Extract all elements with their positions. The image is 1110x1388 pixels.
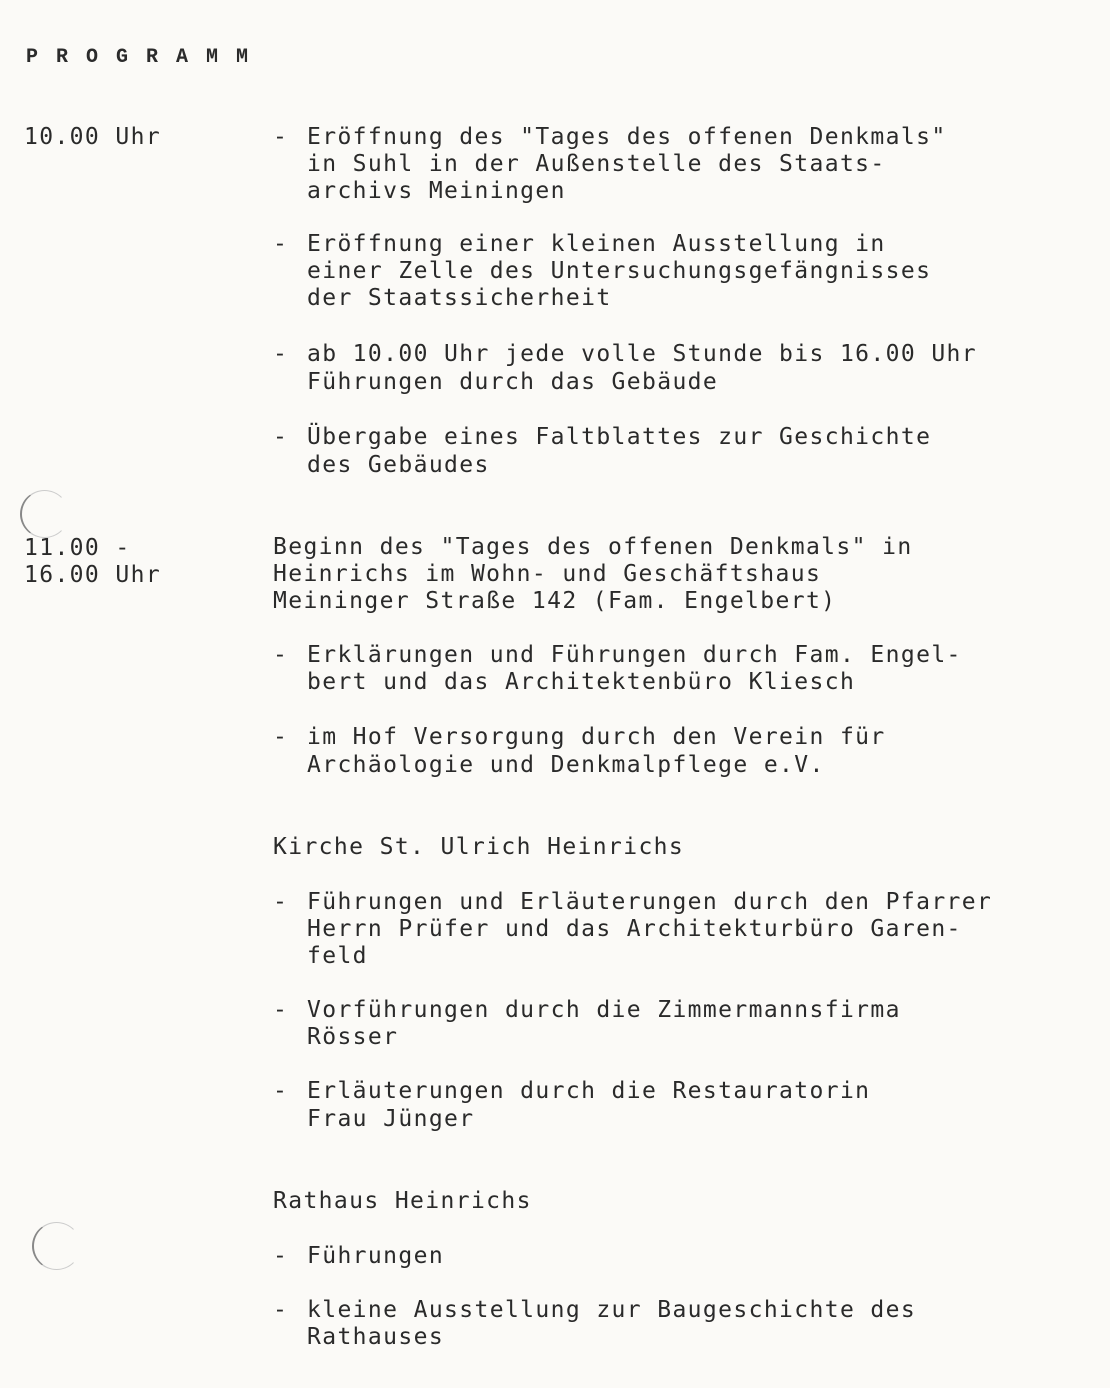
bullet-dash: -	[273, 1078, 289, 1104]
program-item-line: des Gebäudes	[307, 452, 490, 478]
program-item-line: Archäologie und Denkmalpflege e.V.	[307, 752, 825, 778]
program-item-line: im Hof Versorgung durch den Verein für	[307, 724, 886, 750]
program-item-line: ab 10.00 Uhr jede volle Stunde bis 16.00 Uhr	[307, 341, 977, 367]
punch-hole	[20, 490, 69, 538]
program-item-line: Eröffnung des "Tages des offenen Denkmals"	[307, 124, 947, 150]
program-item-line: der Staatssicherheit	[307, 285, 612, 311]
time-label: 16.00 Uhr	[24, 562, 162, 588]
bullet-dash: -	[273, 1243, 289, 1269]
section-heading: Rathaus Heinrichs	[273, 1188, 532, 1214]
page-title: PROGRAMM	[26, 46, 267, 69]
program-item-line: Vorführungen durch die Zimmermannsfirma	[307, 997, 901, 1023]
bullet-dash: -	[273, 231, 289, 257]
program-item-line: Führungen durch das Gebäude	[307, 369, 719, 395]
bullet-dash: -	[273, 124, 289, 150]
time-label: 10.00 Uhr	[24, 124, 162, 150]
time-label: 11.00 -	[24, 535, 131, 561]
program-item-line: Frau Jünger	[307, 1106, 475, 1132]
section-intro-line: Beginn des "Tages des offenen Denkmals" in	[273, 534, 913, 560]
section-intro-line: Meininger Straße 142 (Fam. Engelbert)	[273, 588, 837, 614]
punch-hole	[32, 1222, 81, 1270]
section-heading: Kirche St. Ulrich Heinrichs	[273, 834, 685, 860]
program-item-line: Führungen und Erläuterungen durch den Pfarrer	[307, 889, 993, 915]
program-item-line: Herrn Prüfer und das Architekturbüro Garen-	[307, 916, 962, 942]
program-item-line: Erläuterungen durch die Restauratorin	[307, 1078, 871, 1104]
bullet-dash: -	[273, 997, 289, 1023]
section-intro-line: Heinrichs im Wohn- und Geschäftshaus	[273, 561, 822, 587]
program-item-line: Rathauses	[307, 1324, 445, 1350]
bullet-dash: -	[273, 724, 289, 750]
bullet-dash: -	[273, 889, 289, 915]
bullet-dash: -	[273, 642, 289, 668]
program-item-line: bert und das Architektenbüro Kliesch	[307, 669, 856, 695]
bullet-dash: -	[273, 341, 289, 367]
program-item-line: Rösser	[307, 1024, 399, 1050]
bullet-dash: -	[273, 424, 289, 450]
program-item-line: Eröffnung einer kleinen Ausstellung in	[307, 231, 886, 257]
program-item-line: in Suhl in der Außenstelle des Staats-	[307, 151, 886, 177]
program-item-line: Führungen	[307, 1243, 445, 1269]
program-item-line: kleine Ausstellung zur Baugeschichte des	[307, 1297, 917, 1323]
program-item-line: Erklärungen und Führungen durch Fam. Engel-	[307, 642, 962, 668]
program-item-line: Übergabe eines Faltblattes zur Geschichte	[307, 424, 932, 450]
program-item-line: feld	[307, 943, 368, 969]
program-item-line: archivs Meiningen	[307, 178, 566, 204]
bullet-dash: -	[273, 1297, 289, 1323]
program-item-line: einer Zelle des Untersuchungsgefängnisses	[307, 258, 932, 284]
